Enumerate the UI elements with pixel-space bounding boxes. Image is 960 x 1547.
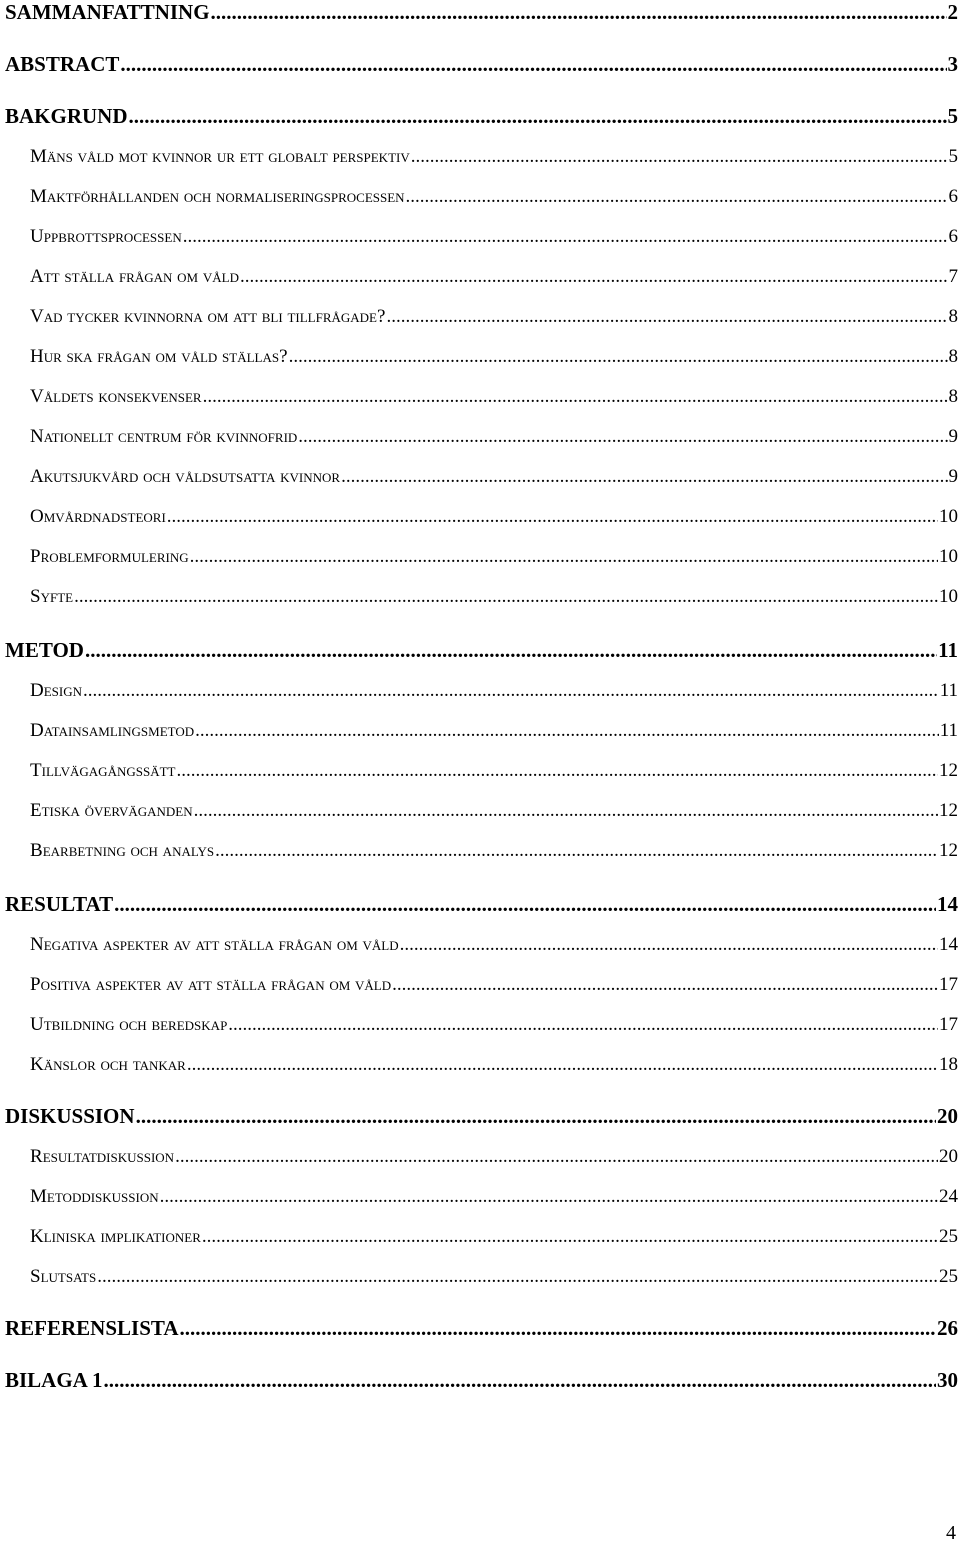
dot-leader	[180, 1316, 937, 1341]
toc-entry-page: 12	[939, 800, 958, 821]
toc-entry-title: DISKUSSION	[5, 1104, 135, 1128]
toc-entry-title: Etiska överväganden	[30, 800, 193, 821]
dot-leader	[167, 506, 938, 528]
toc-entry-title: Bearbetning och analys	[30, 840, 215, 861]
toc-entry-title: Design	[30, 680, 83, 701]
dot-leader	[114, 892, 936, 917]
dot-leader	[298, 426, 947, 448]
toc-entry-page: 24	[939, 1186, 958, 1207]
dot-leader	[175, 1146, 938, 1168]
dot-leader	[406, 186, 948, 208]
toc-entry[interactable]	[30, 306, 958, 328]
toc-entry-title: Hur ska frågan om våld ställas?	[30, 346, 288, 367]
toc-entry[interactable]	[5, 638, 958, 663]
dot-leader	[203, 386, 948, 408]
toc-entry-page: 26	[937, 1316, 958, 1340]
toc-entry-title: Akutsjukvård och våldsutsatta kvinnor	[30, 466, 341, 487]
toc-entry[interactable]	[30, 800, 958, 822]
toc-entry-page: 20	[937, 1104, 958, 1128]
toc-entry-title: Negativa aspekter av att ställa frågan om våld	[30, 934, 399, 955]
toc-entry-page: 5	[947, 104, 958, 128]
toc-entry-page: 14	[939, 934, 958, 955]
dot-leader	[120, 52, 946, 77]
toc-entry[interactable]	[30, 1266, 958, 1288]
toc-entry-title: Mäns våld mot kvinnor ur ett globalt perspektiv	[30, 146, 410, 167]
toc-entry[interactable]	[30, 386, 958, 408]
toc-entry-page: 11	[939, 720, 958, 741]
toc-entry-page: 6	[948, 186, 958, 207]
toc-entry-title: Nationellt centrum för kvinnofrid	[30, 426, 298, 447]
toc-entry-page: 8	[948, 346, 958, 367]
toc-entry[interactable]	[30, 680, 958, 702]
dot-leader	[129, 104, 947, 129]
toc-entry-page: 17	[939, 1014, 958, 1035]
toc-entry-title: ABSTRACT	[5, 52, 120, 76]
dot-leader	[215, 840, 938, 862]
toc-entry-page: 6	[948, 226, 958, 247]
toc-entry-title: BILAGA 1	[5, 1368, 103, 1392]
dot-leader	[74, 586, 938, 608]
toc-entry-title: Tillvägagångssätt	[30, 760, 176, 781]
toc-entry-title: REFERENSLISTA	[5, 1316, 179, 1340]
toc-entry-title: Positiva aspekter av att ställa frågan om våld	[30, 974, 392, 995]
toc-entry-title: Maktförhållanden och normaliseringsprocessen	[30, 186, 405, 207]
toc-entry-title: Slutsats	[30, 1266, 97, 1287]
toc-entry-title: SAMMANFATTNING	[5, 0, 210, 24]
toc-entry-title: Kliniska implikationer	[30, 1226, 201, 1247]
toc-entry[interactable]	[30, 1226, 958, 1248]
toc-entry[interactable]	[30, 1186, 958, 1208]
dot-leader	[240, 266, 948, 288]
toc-entry-title: METOD	[5, 638, 84, 662]
toc-entry[interactable]	[30, 266, 958, 288]
dot-leader	[85, 638, 937, 663]
dot-leader	[194, 800, 938, 822]
toc-entry-page: 12	[939, 840, 958, 861]
toc-entry[interactable]	[30, 840, 958, 862]
toc-entry-title: Omvårdnadsteori	[30, 506, 166, 527]
toc-entry[interactable]	[30, 226, 958, 248]
toc-entry-title: Resultatdiskussion	[30, 1146, 175, 1167]
dot-leader	[289, 346, 948, 368]
toc-entry[interactable]	[30, 760, 958, 782]
toc-entry[interactable]	[30, 506, 958, 528]
toc-entry[interactable]	[5, 104, 958, 129]
toc-entry[interactable]	[30, 146, 958, 168]
toc-entry-title: Metoddiskussion	[30, 1186, 159, 1207]
toc-entry-title: BAKGRUND	[5, 104, 128, 128]
dot-leader	[183, 226, 948, 248]
toc-entry-page: 30	[937, 1368, 958, 1392]
dot-leader	[176, 760, 938, 782]
toc-entry-page: 11	[938, 638, 958, 662]
toc-entry-page: 10	[939, 546, 958, 567]
page-number: 4	[946, 1522, 956, 1544]
toc-entry-page: 25	[939, 1226, 958, 1247]
dot-leader	[160, 1186, 938, 1208]
dot-leader	[187, 1054, 938, 1076]
toc-entry-page: 17	[939, 974, 958, 995]
toc-entry-page: 11	[939, 680, 958, 701]
toc-entry[interactable]	[30, 1146, 958, 1168]
toc-entry[interactable]	[30, 186, 958, 208]
toc-entry[interactable]	[5, 892, 958, 917]
toc-entry[interactable]	[5, 1104, 958, 1129]
dot-leader	[103, 1368, 936, 1393]
dot-leader	[195, 720, 939, 742]
toc-entry[interactable]	[30, 466, 958, 488]
toc-entry[interactable]	[5, 0, 958, 25]
toc-entry-page: 9	[948, 426, 958, 447]
toc-entry-title: Våldets konsekvenser	[30, 386, 202, 407]
toc-entry[interactable]	[5, 1368, 958, 1393]
toc-entry-title: Vad tycker kvinnorna om att bli tillfrågade?	[30, 306, 386, 327]
toc-entry-title: Utbildning och beredskap	[30, 1014, 228, 1035]
toc-entry-page: 20	[939, 1146, 958, 1167]
toc-entry[interactable]	[30, 426, 958, 448]
toc-entry-title: Problemformulering	[30, 546, 189, 567]
toc-entry-page: 8	[948, 306, 958, 327]
toc-entry-page: 10	[939, 586, 958, 607]
toc-entry-title: Datainsamlingsmetod	[30, 720, 195, 741]
dot-leader	[190, 546, 938, 568]
toc-entry[interactable]	[30, 720, 958, 742]
dot-leader	[411, 146, 948, 168]
dot-leader	[136, 1104, 936, 1129]
toc-entry[interactable]	[30, 586, 958, 608]
toc-entry-page: 18	[939, 1054, 958, 1075]
dot-leader	[392, 974, 938, 996]
toc-entry-title: Känslor och tankar	[30, 1054, 186, 1075]
dot-leader	[83, 680, 939, 702]
toc-entry-page: 25	[939, 1266, 958, 1287]
toc-entry-title: Att ställa frågan om våld	[30, 266, 239, 287]
toc-entry[interactable]	[30, 1014, 958, 1036]
toc-entry-title: Syfte	[30, 586, 74, 607]
dot-leader	[386, 306, 947, 328]
toc-entry[interactable]	[5, 52, 958, 77]
toc-entry-page: 3	[947, 52, 958, 76]
toc-entry[interactable]	[30, 1054, 958, 1076]
dot-leader	[202, 1226, 938, 1248]
toc-entry-page: 7	[948, 266, 958, 287]
dot-leader	[211, 0, 947, 25]
dot-leader	[341, 466, 947, 488]
toc-entry[interactable]	[30, 974, 958, 996]
toc-entry[interactable]	[30, 346, 958, 368]
dot-leader	[400, 934, 938, 956]
toc-entry-page: 14	[937, 892, 958, 916]
toc-entry[interactable]	[30, 934, 958, 956]
toc-entry-page: 9	[948, 466, 958, 487]
toc-entry-page: 5	[948, 146, 958, 167]
dot-leader	[228, 1014, 938, 1036]
toc-entry-page: 8	[948, 386, 958, 407]
toc-entry-page: 10	[939, 506, 958, 527]
toc-entry-title: RESULTAT	[5, 892, 114, 916]
toc-entry-title: Uppbrottsprocessen	[30, 226, 182, 247]
toc-entry-page: 2	[947, 0, 958, 24]
dot-leader	[97, 1266, 938, 1288]
toc-entry[interactable]	[30, 546, 958, 568]
toc-entry-page: 12	[939, 760, 958, 781]
toc-entry[interactable]	[5, 1316, 958, 1341]
